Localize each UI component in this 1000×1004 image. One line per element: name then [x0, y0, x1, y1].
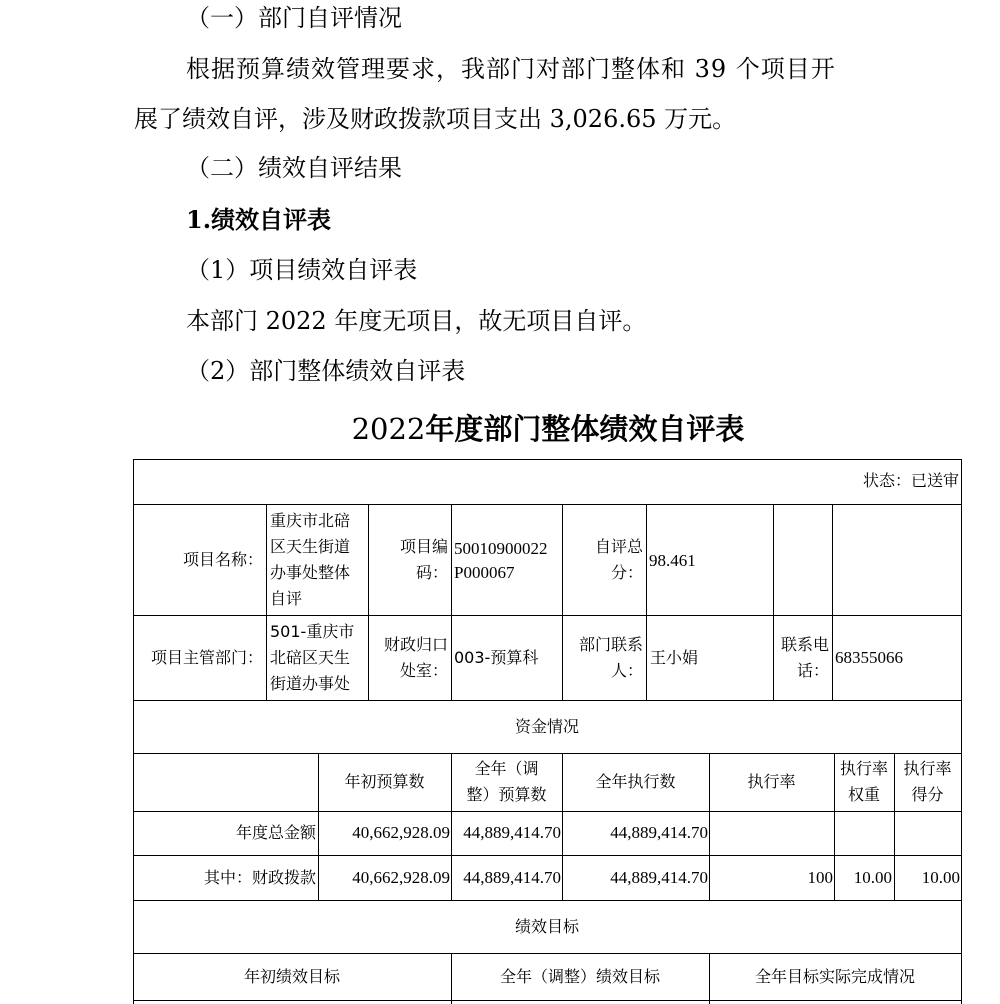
col-score-line: 得分	[911, 785, 944, 804]
dept-value-line: 北碚区天生	[270, 648, 351, 667]
col-weight	[834, 756, 894, 808]
phone-label-line: 话：	[796, 661, 829, 680]
project-code-value	[454, 537, 562, 585]
contact-person-label-line: 部门联系	[578, 635, 643, 654]
section-heading-4: （1）项目绩效自评表	[186, 256, 418, 284]
project-name-line: 重庆市北碚	[270, 511, 351, 530]
row-fiscal-adjusted: 44,889,414.70	[463, 868, 561, 887]
project-name-line: 区天生街道	[270, 537, 351, 556]
table-title-text: 年度部门整体绩效自评表	[425, 412, 745, 446]
dept-value-line: 501-重庆市	[270, 622, 355, 641]
col-initial-budget: 年初预算数	[344, 772, 425, 791]
row-total-adjusted: 44,889,414.70	[463, 823, 561, 842]
row-fiscal-initial: 40,662,928.09	[352, 868, 450, 887]
col-weight-line: 权重	[847, 785, 880, 804]
col-adjusted-line: 整）预算数	[466, 785, 547, 804]
row-fiscal-rate: 100	[807, 868, 833, 887]
status-label: 状态：已送审	[862, 471, 959, 490]
project-name-line: 自评	[270, 589, 303, 608]
col-adjusted-budget	[451, 756, 562, 808]
perf-initial-goal: 年初绩效目标	[243, 967, 340, 986]
contact-person-label-line: 人：	[610, 661, 643, 680]
dept-label: 项目主管部门：	[150, 648, 263, 667]
finance-office-label-line: 财政归口	[383, 635, 448, 654]
col-weight-line: 执行率	[839, 759, 888, 778]
self-score-label-line: 自评总	[594, 537, 643, 556]
project-name-label: 项目名称：	[182, 550, 263, 569]
self-score-label-line: 分：	[610, 563, 643, 582]
project-code-label-line: 码：	[415, 563, 448, 582]
dept-value	[270, 619, 366, 697]
paragraph-1-line-1: 根据预算绩效管理要求，我部门对部门整体和 39 个项目开	[186, 55, 836, 83]
section-heading-5: （2）部门整体绩效自评表	[186, 357, 466, 385]
project-name-value	[270, 508, 366, 612]
contact-person-value: 王小娟	[650, 648, 699, 667]
section-heading-2: （二）绩效自评结果	[186, 154, 402, 182]
phone-value: 68355066	[835, 648, 903, 667]
finance-office-label-line: 处室：	[399, 661, 448, 680]
col-score-line: 执行率	[903, 759, 952, 778]
perf-adjusted-goal: 全年（调整）绩效目标	[499, 967, 660, 986]
perf-section-header: 绩效目标	[514, 917, 579, 936]
perf-actual-completion: 全年目标实际完成情况	[754, 967, 915, 986]
project-code-value-line: 50010900022	[454, 539, 548, 558]
paragraph-1-line-2: 展了绩效自评，涉及财政拨款项目支出 3,026.65 万元。	[134, 105, 737, 133]
row-fiscal-score: 10.00	[921, 868, 960, 887]
funds-section-header: 资金情况	[514, 717, 579, 736]
self-score-label	[562, 534, 643, 586]
finance-office-value: 003-预算科	[454, 648, 539, 667]
phone-label-line: 联系电	[780, 635, 829, 654]
project-code-label	[368, 534, 448, 586]
project-code-value-line: P000067	[454, 563, 515, 582]
phone-label	[773, 632, 829, 684]
paragraph-2: 本部门 2022 年度无项目，故无项目自评。	[186, 307, 647, 335]
project-name-line: 办事处整体	[270, 563, 351, 582]
col-adjusted-line: 全年（调	[474, 759, 539, 778]
project-code-label-line: 项目编	[399, 537, 448, 556]
dept-value-line: 街道办事处	[270, 674, 351, 693]
row-total-initial: 40,662,928.09	[352, 823, 450, 842]
row-total-executed: 44,889,414.70	[610, 823, 708, 842]
col-score	[894, 756, 961, 808]
section-heading-1: （一）部门自评情况	[186, 4, 402, 32]
row-fiscal-label: 其中：财政拨款	[203, 868, 316, 887]
self-score-value: 98.461	[649, 551, 696, 570]
row-fiscal-weight: 10.00	[853, 868, 892, 887]
row-total-label: 年度总金额	[235, 823, 316, 842]
row-fiscal-executed: 44,889,414.70	[610, 868, 708, 887]
col-executed: 全年执行数	[595, 772, 676, 791]
section-heading-3: 1.绩效自评表	[186, 205, 332, 234]
contact-person-label	[562, 632, 643, 684]
finance-office-label	[368, 632, 448, 684]
col-rate: 执行率	[747, 772, 796, 791]
table-title-year: 2022	[351, 412, 426, 446]
